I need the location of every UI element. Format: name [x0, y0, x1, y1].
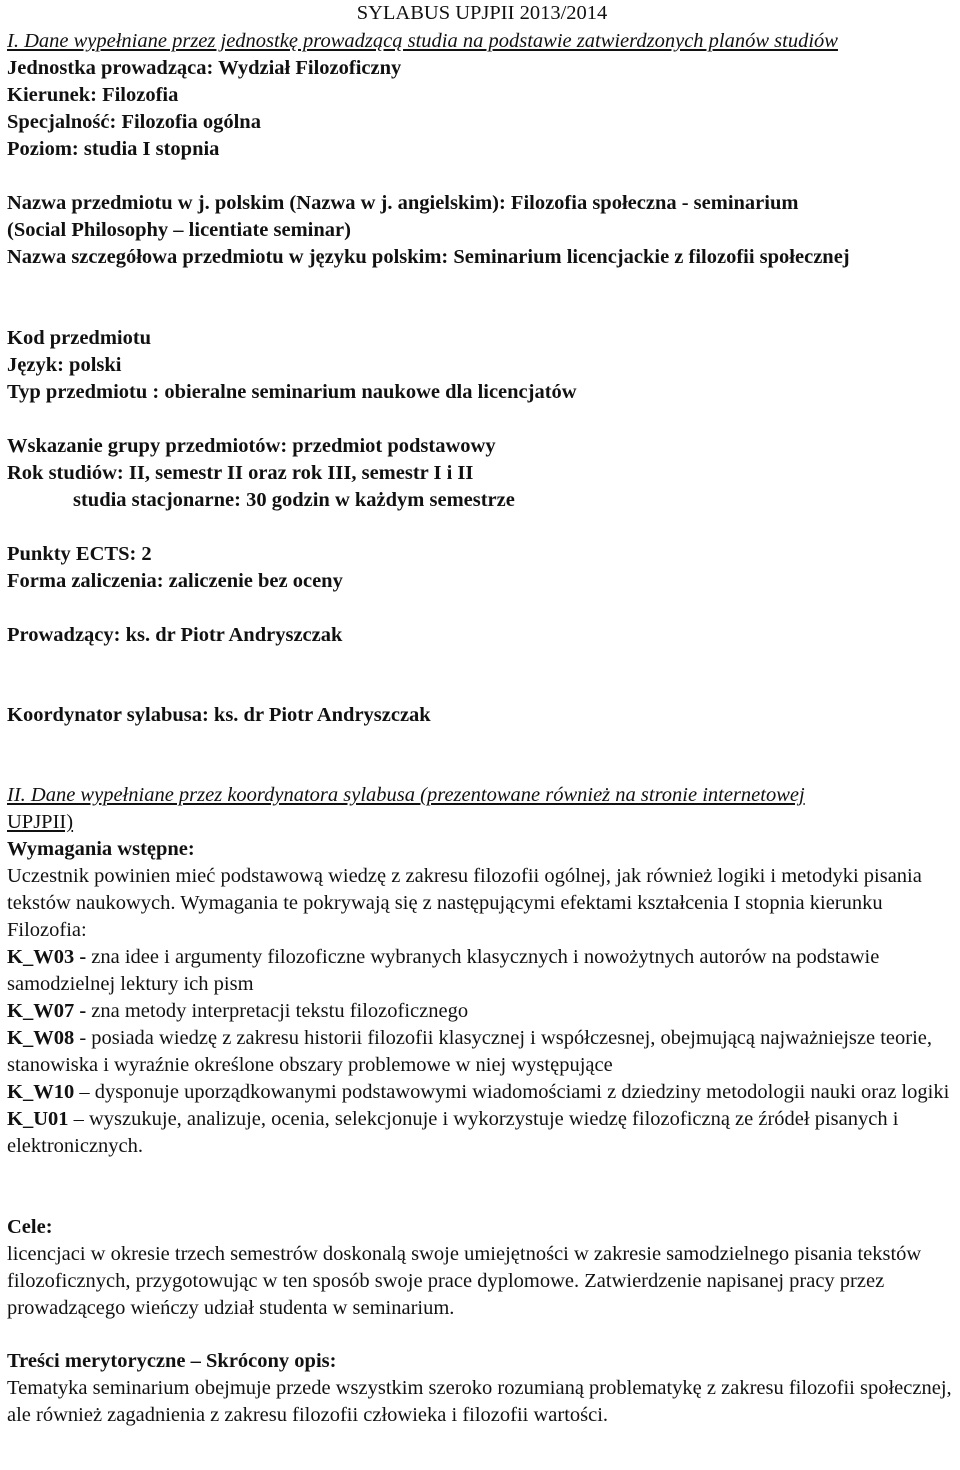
- spacer: [7, 595, 957, 622]
- outcome-code: K_W03: [7, 946, 75, 968]
- page-header: SYLABUS UPJPII 2013/2014: [356, 2, 608, 24]
- lecturer: Prowadzący: ks. dr Piotr Andryszczak: [7, 624, 343, 646]
- course-group: [7, 433, 957, 460]
- spacer: [7, 406, 957, 433]
- syllabus-coordinator: Koordynator sylabusa: ks. dr Piotr Andryszczak: [7, 704, 431, 726]
- outcome-code: K_W08: [7, 1027, 75, 1049]
- spacer: [7, 163, 957, 190]
- outcome-text: zna idee i argumenty filozoficzne wybranych klasycznych i nowożytnych autorów na podstawie samodzielnej lektury ich pism: [7, 946, 880, 995]
- learning-outcome: [7, 1025, 957, 1079]
- assessment-form: Forma zaliczenia: zaliczenie bez oceny: [7, 570, 343, 592]
- learning-outcome: [7, 1079, 957, 1106]
- outcome-code: K_U01: [7, 1108, 69, 1130]
- learning-outcome: [7, 998, 957, 1025]
- course-group-value: przedmiot podstawowy: [287, 435, 496, 457]
- level-field: Poziom: studia I stopnia: [7, 138, 220, 160]
- outcome-sep: -: [74, 1027, 92, 1049]
- outcome-code: K_W10: [7, 1081, 75, 1103]
- outcome-sep: –: [68, 1108, 89, 1130]
- study-year: Rok studiów: II, semestr II oraz rok III, semestr I i II: [7, 462, 474, 484]
- content-label: Treści merytoryczne – Skrócony opis:: [7, 1350, 337, 1372]
- learning-outcome: [7, 1106, 957, 1160]
- course-code: Kod przedmiotu: [7, 327, 152, 349]
- outcome-text: wyszukuje, analizuje, ocenia, selekcjonuje i wykorzystuje wiedzę filozoficzną ze źródeł pisanych i elektronicznych.: [7, 1108, 899, 1157]
- outcome-sep: –: [74, 1081, 95, 1103]
- spacer: [7, 1160, 957, 1214]
- course-name: Nazwa przedmiotu w j. polskim (Nazwa w j. angielskim): Filozofia społeczna - seminarium: [7, 192, 799, 214]
- course-name-english: (Social Philosophy – licentiate seminar): [7, 219, 351, 241]
- spacer: [7, 1322, 957, 1348]
- outcome-sep: -: [74, 1000, 92, 1022]
- section-2-heading-cont: UPJPII): [7, 811, 74, 833]
- course-detailed-name: Nazwa szczegółowa przedmiotu w języku polskim: Seminarium licencjackie z filozofii społecznej: [7, 246, 850, 268]
- spacer: [7, 271, 957, 325]
- syllabus-page: [7, 0, 957, 1429]
- outcome-text: dysponuje uporządkowanymi podstawowymi wiadomościami z dziedziny metodologii nauki oraz logiki: [94, 1081, 950, 1103]
- section-1-heading: I. Dane wypełniane przez jednostkę prowadzącą studia na podstawie zatwierdzonych planów studiów: [7, 30, 838, 52]
- prerequisites-text: Uczestnik powinien mieć podstawową wiedzę z zakresu filozofii ogólnej, jak również logiki i metodyki pisania tekstów naukowych. Wymagania te pokrywają się z następującymi efektami kształcenia I stopnia kierunku Filozofia:: [7, 865, 922, 941]
- ects-points: Punkty ECTS: 2: [7, 543, 152, 565]
- course-language: Język: polski: [7, 354, 122, 376]
- section-2-heading: II. Dane wypełniane przez koordynatora sylabusa (prezentowane również na stronie internetowej: [7, 784, 805, 806]
- learning-outcome: [7, 944, 957, 998]
- unit-field: Jednostka prowadząca: Wydział Filozoficzny: [7, 57, 402, 79]
- field-of-study: Kierunek: Filozofia: [7, 84, 179, 106]
- goals-label: Cele:: [7, 1216, 53, 1238]
- outcome-text: zna metody interpretacji tekstu filozoficznego: [91, 1000, 469, 1022]
- course-group-label: Wskazanie grupy przedmiotów:: [7, 435, 288, 457]
- spacer: [7, 729, 957, 782]
- course-type: Typ przedmiotu : obieralne seminarium naukowe dla licencjatów: [7, 381, 577, 403]
- outcome-sep: -: [74, 946, 92, 968]
- specialty-field: Specjalność: Filozofia ogólna: [7, 111, 261, 133]
- study-hours: studia stacjonarne: 30 godzin w każdym semestrze: [73, 489, 515, 511]
- outcome-code: K_W07: [7, 1000, 75, 1022]
- spacer: [7, 514, 957, 541]
- outcome-text: posiada wiedzę z zakresu historii filozofii klasycznej i współczesnej, obejmującą najważniejsze teorie, stanowiska i wyraźnie określone obszary problemowe w niej występujące: [7, 1027, 933, 1076]
- spacer: [7, 649, 957, 702]
- content-text: Tematyka seminarium obejmuje przede wszystkim szeroko rozumianą problematykę z zakresu filozofii społecznej, ale również zagadnienia z zakresu filozofii człowieka i filozofii wartości.: [7, 1377, 952, 1426]
- prerequisites-label: Wymagania wstępne:: [7, 838, 195, 860]
- goals-text: licencjaci w okresie trzech semestrów doskonalą swoje umiejętności w zakresie samodzielnego pisania tekstów filozoficznych, przygotowując w ten sposób swoje prace dyplomowe. Zatwierdzenie napisanej pracy przez prowadzącego wieńczy udział studenta w seminarium.: [7, 1243, 922, 1319]
